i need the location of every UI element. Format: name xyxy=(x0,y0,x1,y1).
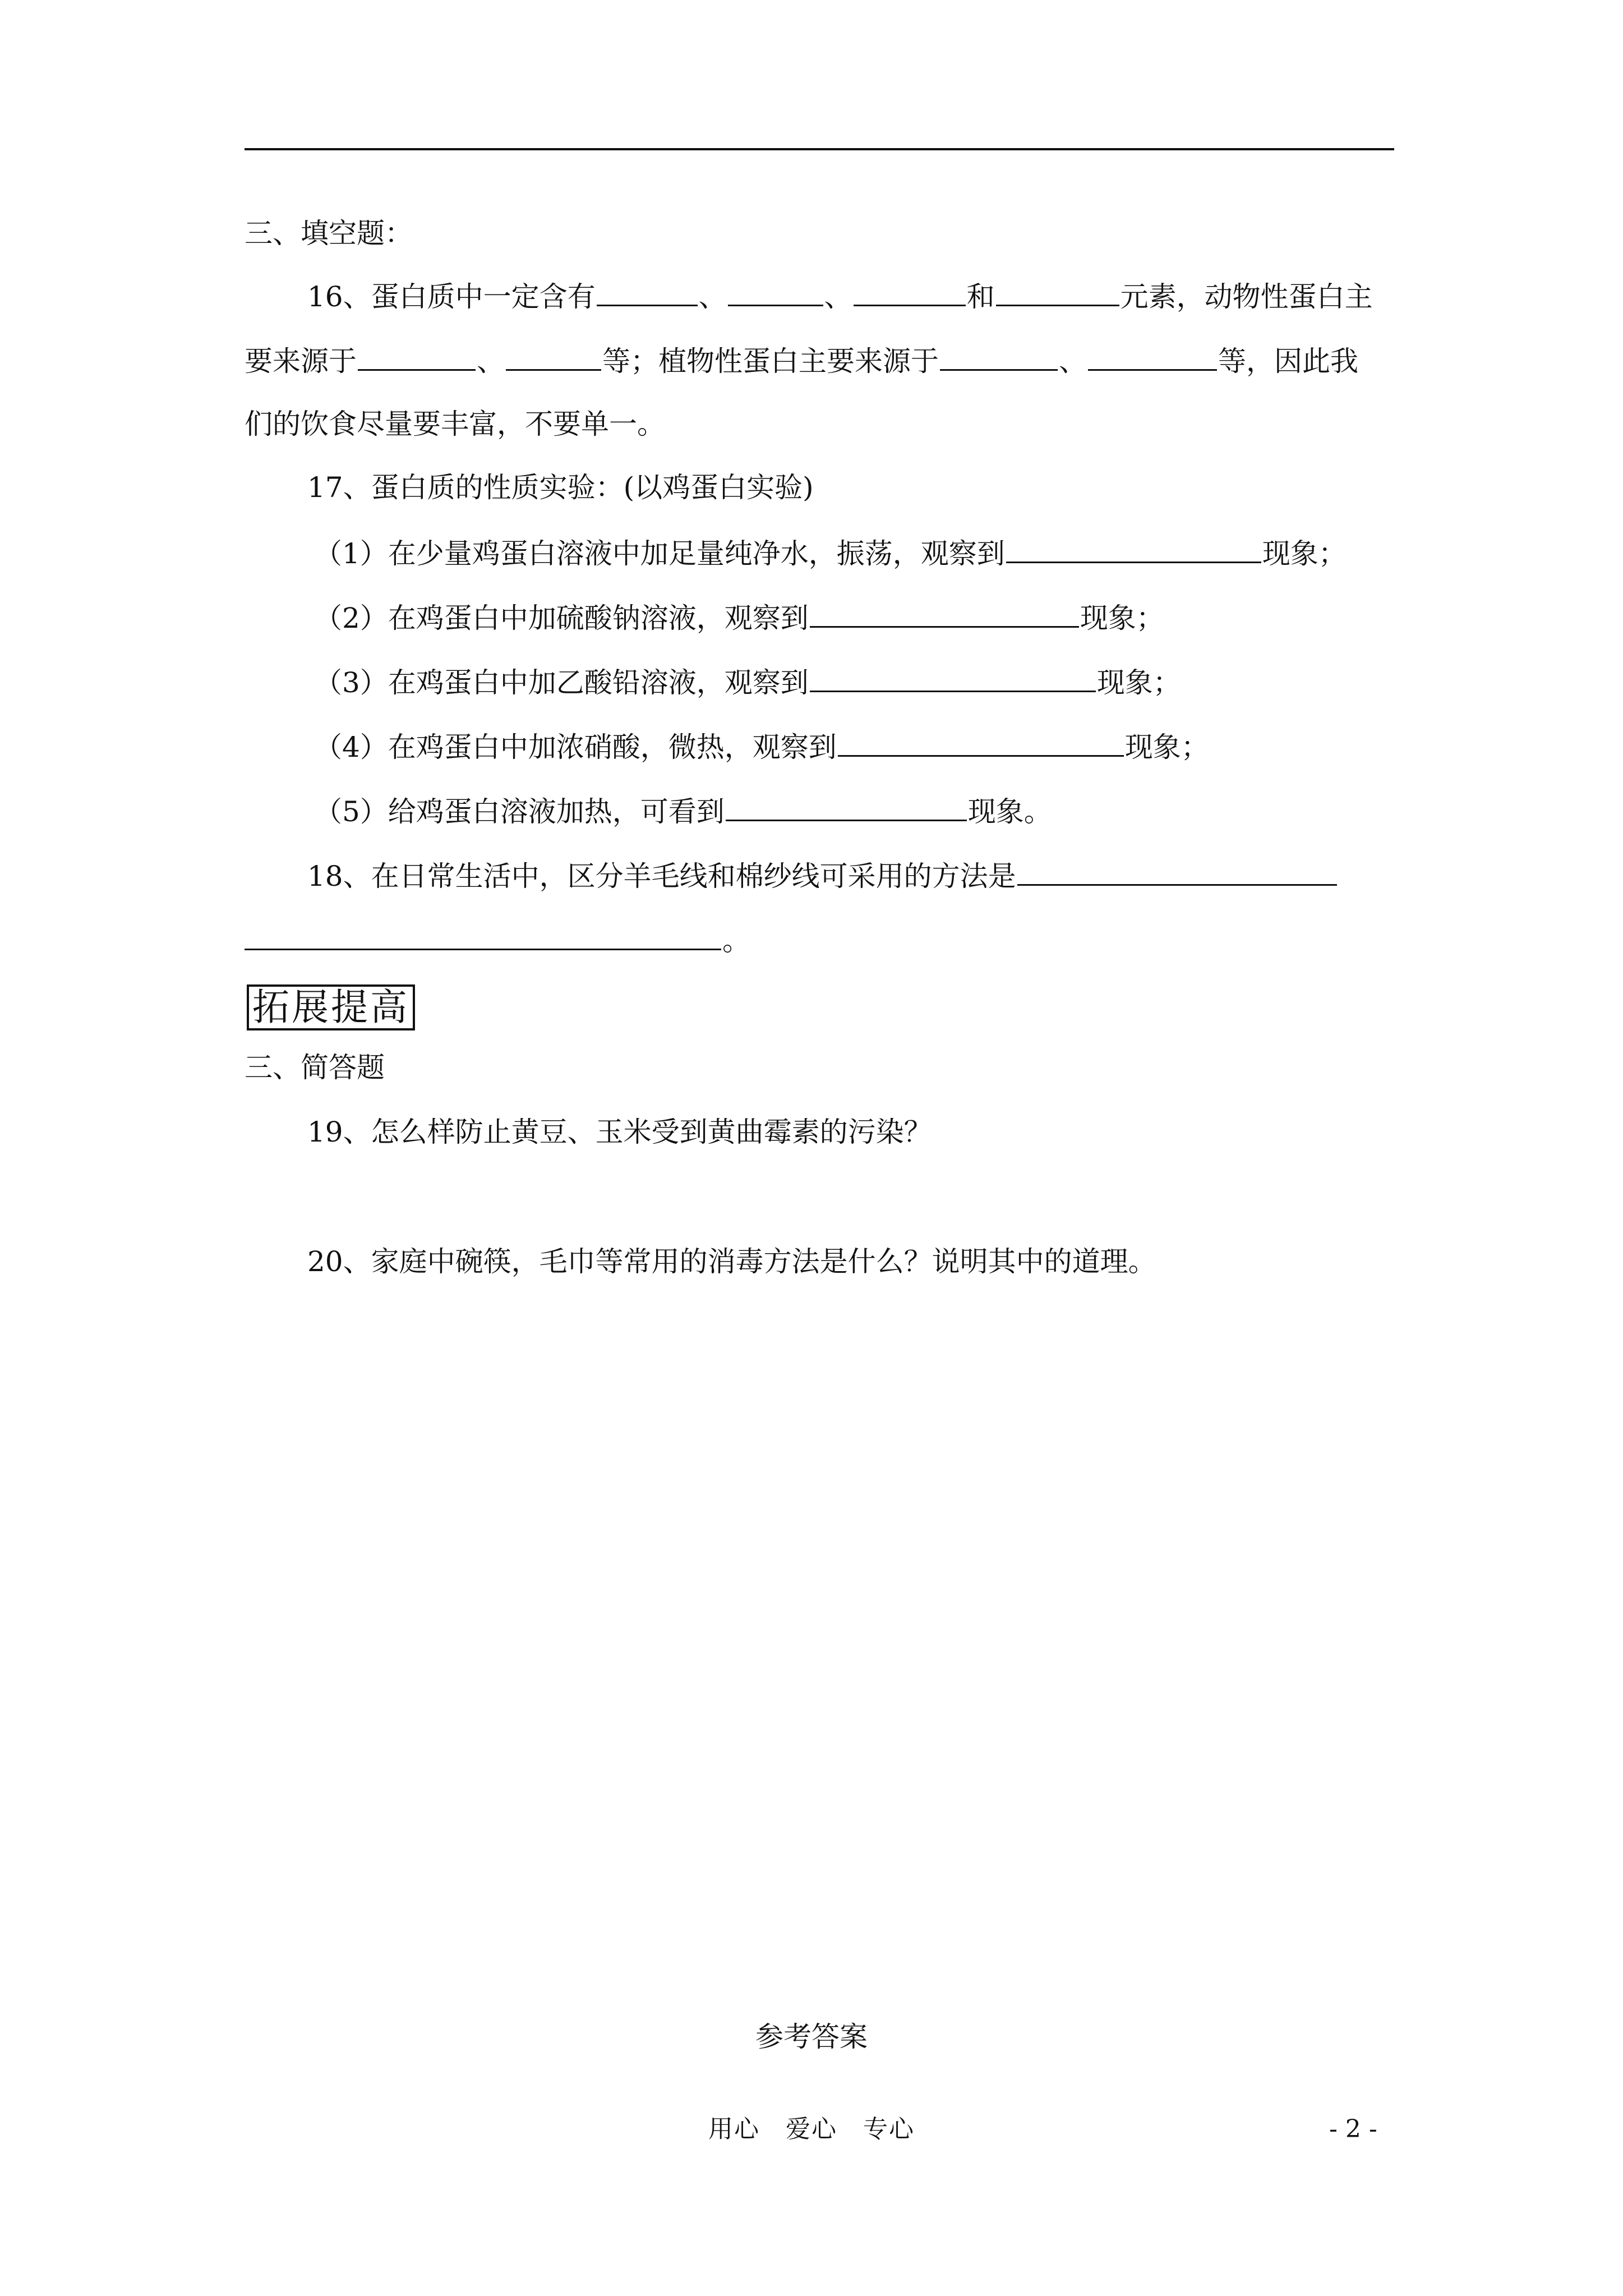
q16-blank-6[interactable] xyxy=(506,342,601,371)
q16-blank-4[interactable] xyxy=(996,278,1119,306)
q17-item-1-suffix: 现象； xyxy=(1262,537,1347,570)
question-16-line-2 xyxy=(245,342,1358,379)
q16-text-a: 16、蛋白质中一定含有 xyxy=(307,280,596,313)
q17-item-1-text: （1）在少量鸡蛋白溶液中加足量纯净水，振荡，观察到 xyxy=(314,537,1005,570)
q16-blank-1[interactable] xyxy=(597,278,698,306)
q17-item-2-suffix: 现象； xyxy=(1080,602,1164,634)
q17-item-4-text: （4）在鸡蛋白中加浓硝酸，微热，观察到 xyxy=(314,731,837,763)
q16-text-c: 、 xyxy=(824,280,852,313)
question-16-line-1 xyxy=(307,278,1373,314)
section-heading-fill: 三、填空题： xyxy=(245,217,413,250)
q16-blank-5[interactable] xyxy=(358,342,476,371)
q16-text-i: 、 xyxy=(1059,345,1087,378)
section-box-title: 拓展提高 xyxy=(247,984,415,1030)
q16-blank-7[interactable] xyxy=(940,342,1058,371)
q17-item-1-blank[interactable] xyxy=(1006,535,1261,563)
q18-blank-2[interactable] xyxy=(245,922,721,950)
q17-item-4-suffix: 现象； xyxy=(1124,731,1209,763)
q17-item-5 xyxy=(314,793,1052,829)
q17-item-5-text: （5）给鸡蛋白溶液加热，可看到 xyxy=(314,795,725,828)
q17-item-4 xyxy=(314,728,1209,765)
question-18-line-2 xyxy=(245,922,750,958)
question-16-line-3: 们的饮食尽量要丰富，不要单一。 xyxy=(245,408,665,440)
q18-end: 。 xyxy=(722,924,750,957)
q17-item-4-blank[interactable] xyxy=(838,728,1124,757)
header-rule xyxy=(245,148,1394,150)
question-20: 20、家庭中碗筷，毛巾等常用的消毒方法是什么？说明其中的道理。 xyxy=(307,1245,1156,1278)
q17-item-2-text: （2）在鸡蛋白中加硫酸钠溶液，观察到 xyxy=(314,602,809,634)
q18-text: 18、在日常生活中，区分羊毛线和棉纱线可采用的方法是 xyxy=(307,860,1016,892)
q16-text-f: 要来源于 xyxy=(245,345,357,378)
question-17-title: 17、蛋白质的性质实验：(以鸡蛋白实验) xyxy=(307,471,814,504)
footer-slogan: 用心 爱心 专心 xyxy=(708,2115,915,2143)
q16-blank-2[interactable] xyxy=(728,278,823,306)
q18-blank-1[interactable] xyxy=(1017,857,1337,886)
q16-blank-3[interactable] xyxy=(854,278,966,306)
q16-text-h: 等；植物性蛋白主要来源于 xyxy=(602,345,939,378)
q16-text-j: 等，因此我 xyxy=(1218,345,1358,378)
question-18-line-1 xyxy=(307,857,1338,894)
section-heading-short-answer: 三、简答题 xyxy=(245,1051,385,1084)
q16-text-e: 元素，动物性蛋白主 xyxy=(1120,280,1373,313)
page-number: - 2 - xyxy=(1329,2115,1377,2143)
q17-item-2 xyxy=(314,599,1164,636)
q16-text-b: 、 xyxy=(698,280,727,313)
q17-item-5-suffix: 现象。 xyxy=(967,795,1052,828)
q17-item-3-suffix: 现象； xyxy=(1096,666,1181,699)
reference-answer-heading: 参考答案 xyxy=(755,2021,868,2053)
q17-item-2-blank[interactable] xyxy=(810,599,1079,628)
q17-item-3 xyxy=(314,664,1181,700)
q16-text-d: 和 xyxy=(966,280,995,313)
q17-item-3-blank[interactable] xyxy=(810,664,1096,692)
q16-blank-8[interactable] xyxy=(1088,342,1217,371)
q17-item-3-text: （3）在鸡蛋白中加乙酸铅溶液，观察到 xyxy=(314,666,809,699)
q17-item-5-blank[interactable] xyxy=(726,793,967,821)
question-19: 19、怎么样防止黄豆、玉米受到黄曲霉素的污染？ xyxy=(307,1116,932,1148)
q16-text-g: 、 xyxy=(477,345,505,378)
q17-item-1 xyxy=(314,535,1347,571)
